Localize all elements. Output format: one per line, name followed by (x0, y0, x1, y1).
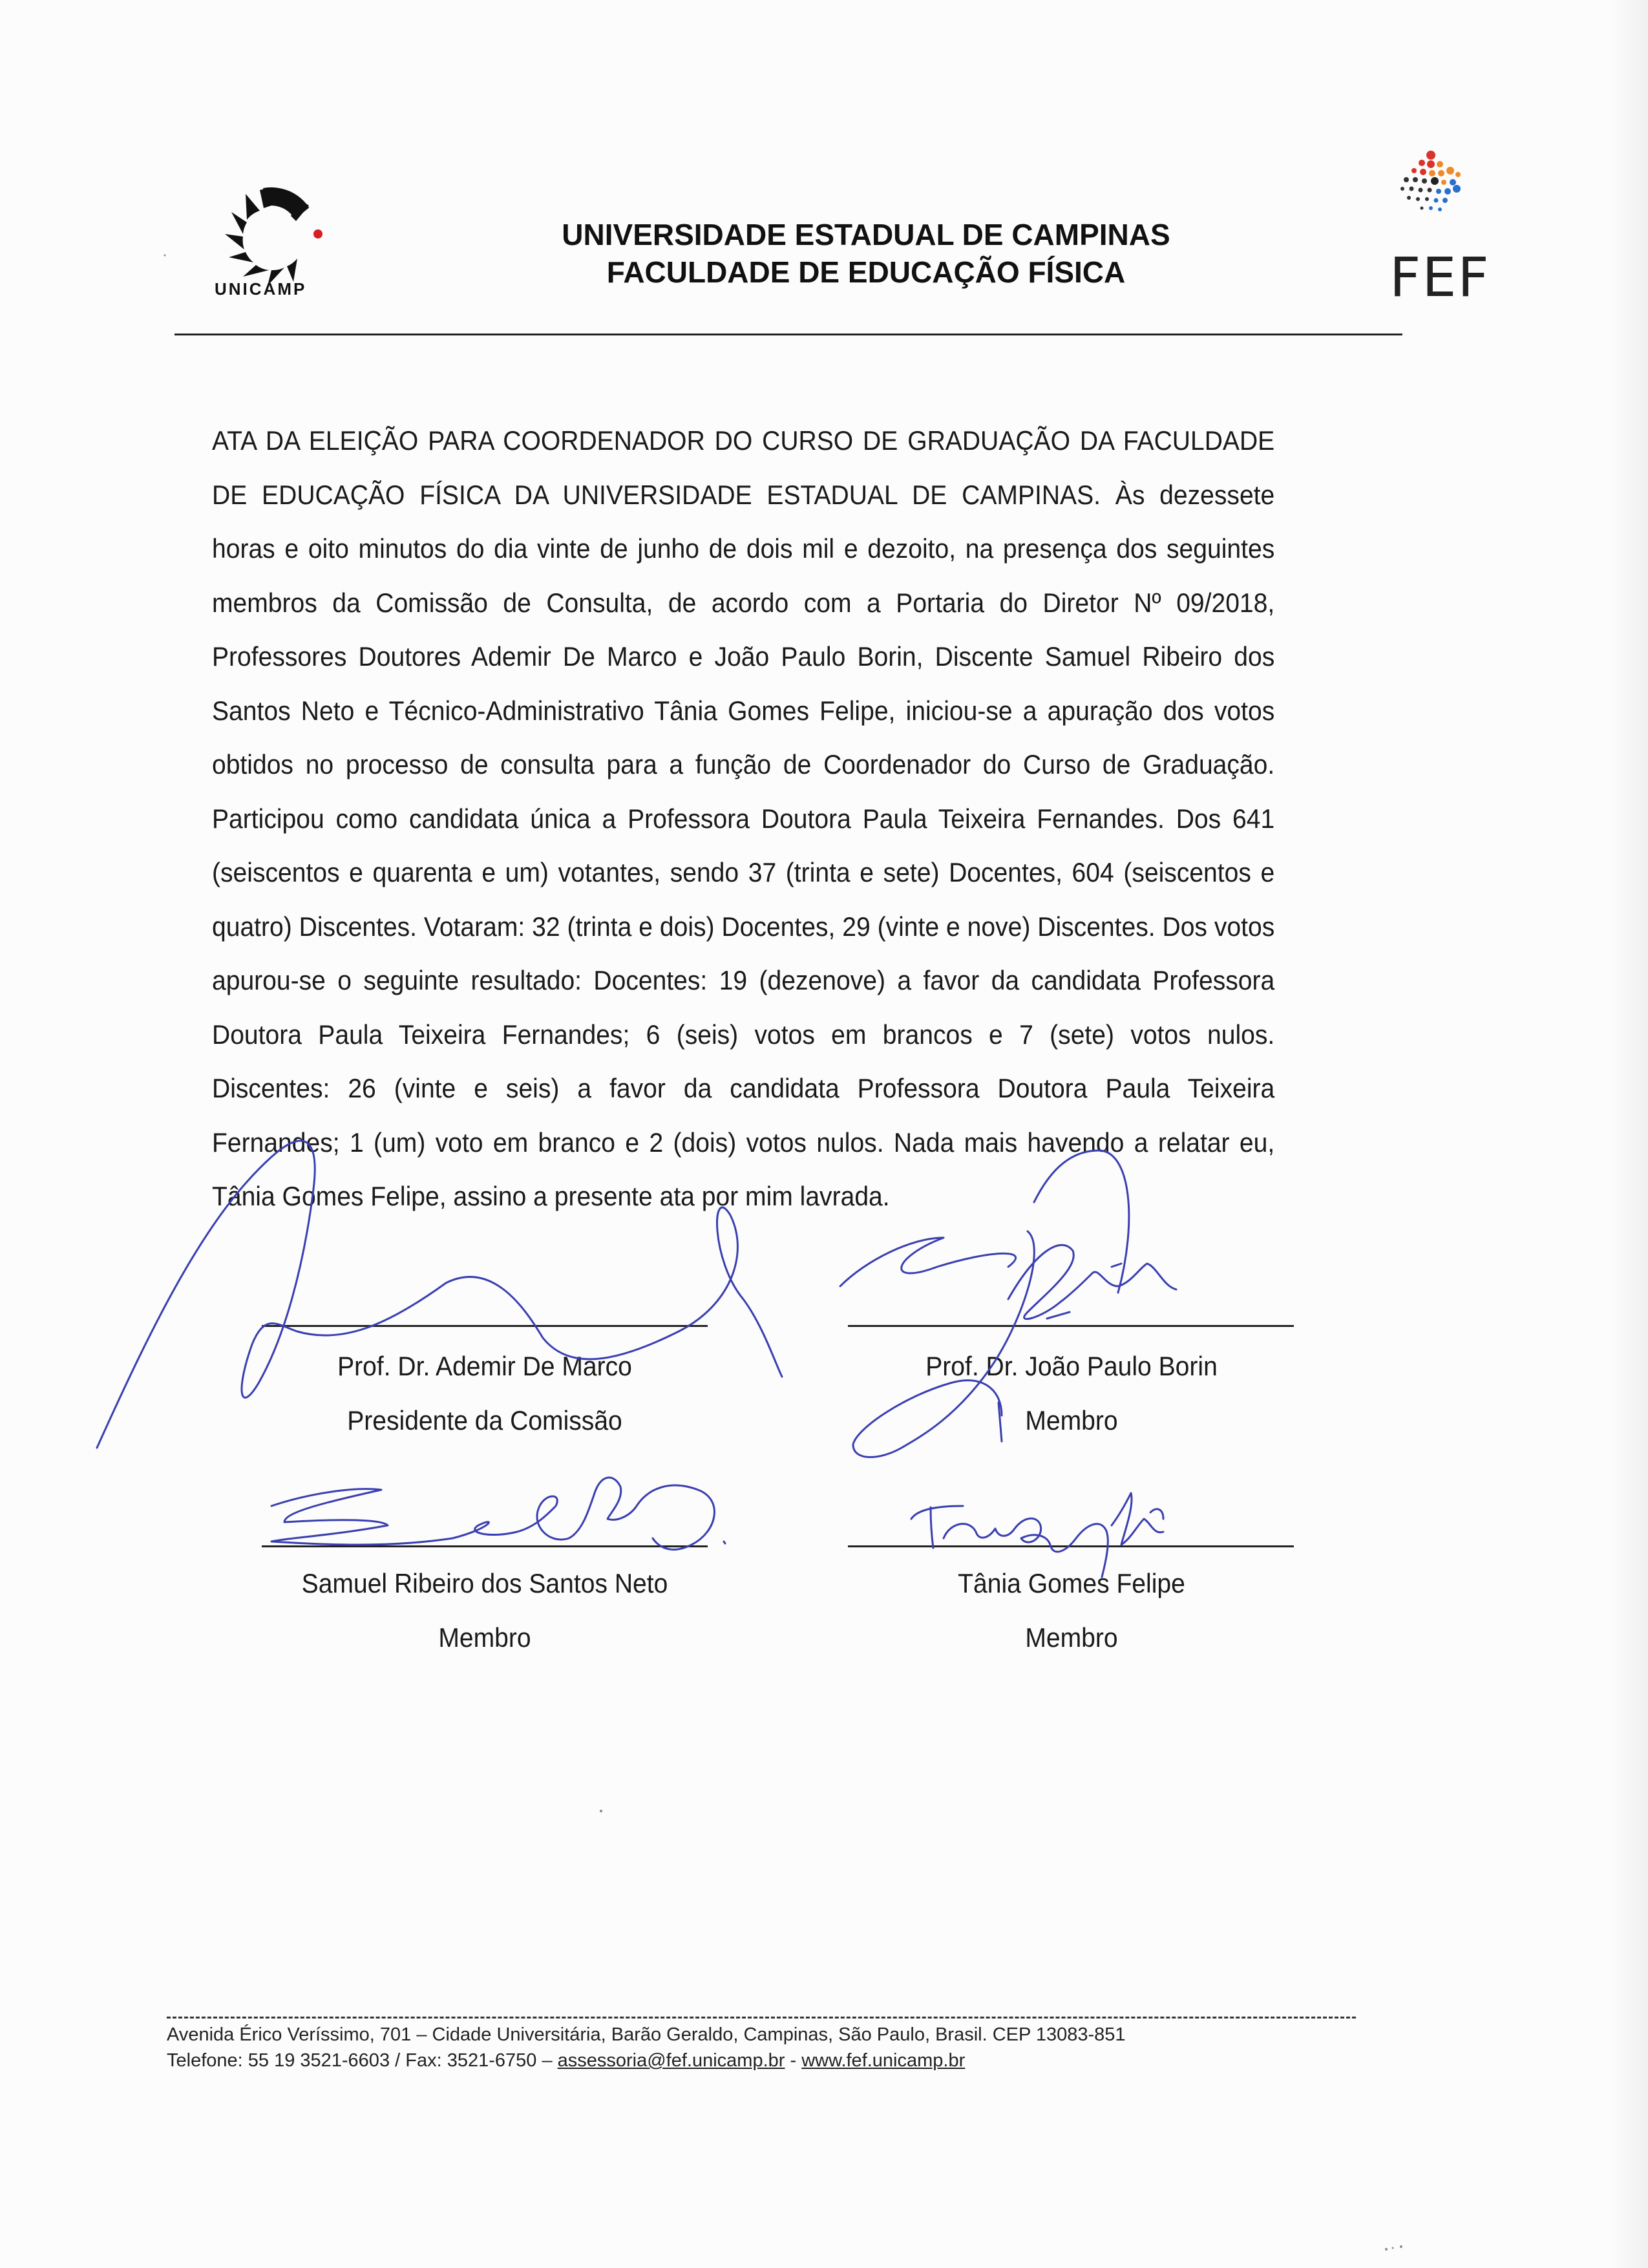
signatory-role: Membro (438, 1622, 531, 1653)
unicamp-wordmark: UNICAMP (215, 279, 307, 299)
signatory-name: Tânia Gomes Felipe (958, 1568, 1185, 1598)
signatory-name: Prof. Dr. Ademir De Marco (337, 1351, 632, 1381)
minutes-paragraph: ATA DA ELEIÇÃO PARA COORDENADOR DO CURSO DE GRADUAÇÃO DA FACULDADE DE EDUCAÇÃO FÍSICA DA UNIVERSIDADE ESTADUAL DE CAMPINAS. Às dezessete horas e oito minutos do dia vinte de junho de dois mil e dezoito, na presença dos seguintes membros da Comissão de Consulta, de acordo com a Portaria do Diretor Nº 09/2018, Professores Doutores Ademir De Marco e João Paulo Borin, Discente Samuel Ribeiro dos Santos Neto e Técnico-Administrativo Tânia Gomes Felipe, iniciou-se a apuração dos votos obtidos no processo de consulta para a função de Coordenador do Curso de Graduação. Participou como candidata única a Professora Doutora Paula Teixeira Fernandes. Dos 641 (seiscentos e quarenta e um) votantes, sendo 37 (trinta e sete) Docentes, 604 (seiscentos e quatro) Discentes. Votaram: 32 (trinta e dois) Docentes, 29 (vinte e nove) Discentes. Dos votos apurou-se o seguinte resultado: Docentes: 19 (dezenove) a favor da candidata Professora Doutora Paula Teixeira Fernandes; 6 (seis) votos em brancos e 7 (sete) votos nulos. Discentes: 26 (vinte e seis) a favor da candidata Professora Doutora Paula Teixeira Fernandes; 1 (um) voto em branco e 2 (dois) votos nulos. Nada mais havendo a relatar eu, Tânia Gomes Felipe, assino a presente ata por mim lavrada. (212, 425, 1275, 1211)
signatory-name: Prof. Dr. João Paulo Borin (925, 1351, 1218, 1381)
signature-line-samuel (262, 1545, 708, 1547)
signatory-role: Membro (1025, 1405, 1118, 1436)
faculty-name: FACULDADE DE EDUCAÇÃO FÍSICA (606, 255, 1126, 289)
signature-line-ademir (262, 1325, 708, 1327)
footer-separator: - (785, 2050, 802, 2071)
signature-samuel (271, 1478, 725, 1549)
header-divider (174, 334, 1402, 335)
footer-email-link[interactable]: assessoria@fef.unicamp.br (557, 2050, 785, 2071)
signatory-name: Samuel Ribeiro dos Santos Neto (301, 1568, 668, 1598)
footer-contact (167, 2050, 965, 2072)
footer-website-link[interactable]: www.fef.unicamp.br (801, 2050, 966, 2071)
signatory-role: Presidente da Comissão (347, 1405, 622, 1436)
footer-phone: Telefone: 55 19 3521-6603 / Fax: 3521-6750 – (167, 2050, 558, 2071)
institution-name: UNIVERSIDADE ESTADUAL DE CAMPINAS (562, 218, 1170, 251)
signature-line-joao (848, 1325, 1294, 1327)
footer-address: Avenida Érico Veríssimo, 701 – Cidade Universitária, Barão Geraldo, Campinas, São Paulo, Brasil. CEP 13083-851 (167, 2024, 1126, 2045)
fef-wordmark: FEF (1389, 246, 1490, 309)
scan-edge-shadow (1609, 0, 1648, 2268)
signatory-role: Membro (1025, 1622, 1118, 1653)
fef-logo (1377, 149, 1480, 246)
signature-tania (911, 1493, 1163, 1577)
footer-divider (167, 2017, 1356, 2019)
signature-line-tania (848, 1545, 1294, 1547)
